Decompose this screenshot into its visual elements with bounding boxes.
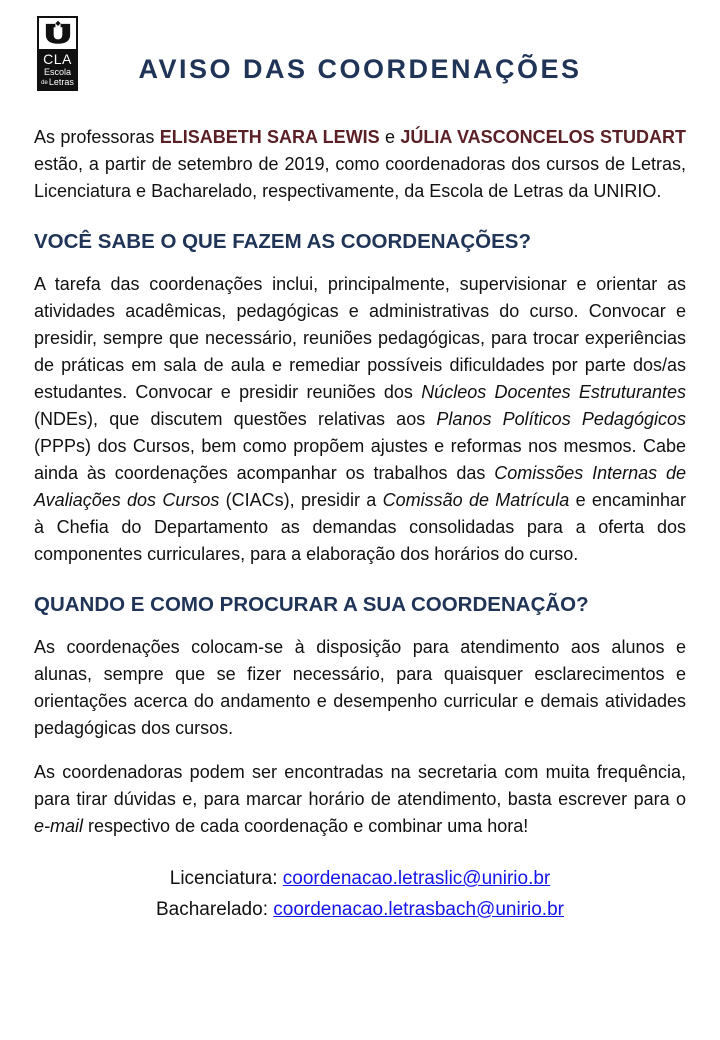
contact-line-bacharelado	[34, 894, 686, 925]
page-title: AVISO DAS COORDENAÇÕES	[138, 54, 582, 84]
section-heading-what-coordinations-do: VOCÊ SABE O QUE FAZEM AS COORDENAÇÕES?	[34, 230, 531, 253]
contact-label-licenciatura: Licenciatura:	[169, 868, 278, 889]
document-header	[34, 14, 686, 104]
section-heading-when-how-to-contact: QUANDO E COMO PROCURAR A SUA COORDENAÇÃO?	[34, 593, 589, 616]
intro-paragraph: As professoras ELISABETH SARA LEWIS e JÚLIA VASCONCELOS STUDART estão, a partir de setembro de 2019, como coordenadoras dos cursos de Letras, Licenciatura e Bacharelado, respectivamente, da Escola de Letras da UNIRIO.	[34, 127, 686, 201]
paragraph-availability: As coordenações colocam-se à disposição para atendimento aos alunos e alunas, sempre que se fizer necessário, para quaisquer esclarecimentos e orientações acerca do andamento e desempenho curricular e demais atividades pedagógicas dos cursos.	[34, 637, 686, 738]
email-link-licenciatura[interactable]: coordenacao.letraslic@unirio.br	[282, 868, 551, 889]
paragraph-coordination-duties: A tarefa das coordenações inclui, principalmente, supervisionar e orientar as atividades acadêmicas, pedagógicas e administrativas do curso. Convocar e presidir, sempre que necessário, reuniões pedagógicas, para trocar experiências de práticas em sala de aula e remediar possíveis dificuldades por parte dos/as estudantes. Convocar e presidir reuniões dos Núcleos Docentes Estruturantes (NDEs), que discutem questões relativas aos Planos Políticos Pedagógicos (PPPs) dos Cursos, bem como propõem ajustes e reformas nos mesmos. Cabe ainda às coordenações acompanhar os trabalhos das Comissões Internas de Avaliações dos Cursos (CIACs), presidir a Comissão de Matrícula e encaminhar à Chefia do Departamento as demandas consolidadas para a oferta dos componentes curriculares, para a elaboração dos horários do curso.	[34, 274, 686, 564]
logo-school-line1: Escola	[43, 67, 71, 77]
logo-letras: Letras	[48, 77, 74, 87]
unirio-u-icon	[39, 18, 76, 49]
contact-emails-block	[34, 863, 686, 925]
logo-acronym: CLA	[43, 51, 72, 67]
cla-escola-de-letras-logo	[37, 16, 78, 91]
logo-school-line2	[39, 78, 76, 87]
paragraph-how-to-schedule: As coordenadoras podem ser encontradas na secretaria com muita frequência, para tirar dúvidas e, para marcar horário de atendimento, basta escrever para o e-mail respectivo de cada coordenação e combinar uma hora!	[34, 762, 686, 836]
email-link-bacharelado[interactable]: coordenacao.letrasbach@unirio.br	[273, 899, 564, 920]
contact-label-bacharelado: Bacharelado:	[156, 899, 268, 920]
contact-line-licenciatura	[34, 863, 686, 894]
logo-text-block	[39, 49, 76, 89]
logo-de-prefix: de	[41, 80, 48, 86]
